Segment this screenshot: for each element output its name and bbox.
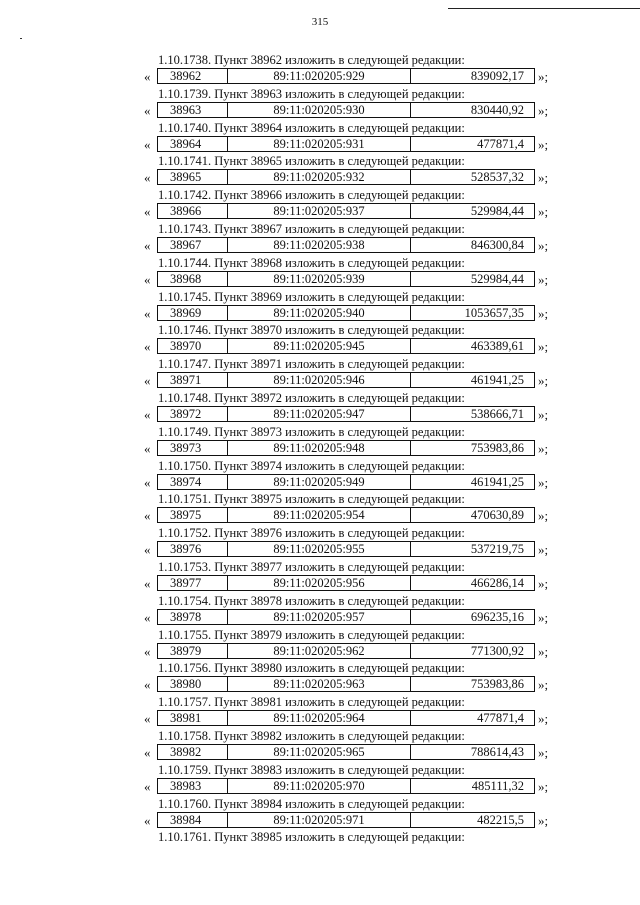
open-quote: « xyxy=(144,170,151,186)
instruction-line: 1.10.1739. Пункт 38963 изложить в следующей редакции: xyxy=(158,86,465,101)
table-cells xyxy=(157,744,535,760)
item-number-cell: 38978 xyxy=(158,610,228,624)
value-cell: 461941,25 xyxy=(470,373,524,388)
cadastral-number-cell: 89:11:020205:970 xyxy=(228,779,411,793)
cadastral-number-cell: 89:11:020205:932 xyxy=(228,170,411,184)
table-cells xyxy=(157,575,535,591)
instruction-line: 1.10.1745. Пункт 38969 изложить в следующей редакции: xyxy=(158,289,465,304)
item-number-cell: 38982 xyxy=(158,745,228,759)
item-number-cell: 38975 xyxy=(158,508,228,522)
item-number-cell: 38984 xyxy=(158,813,228,827)
open-quote: « xyxy=(144,677,151,693)
item-number-cell: 38963 xyxy=(158,103,228,117)
value-cell: 463389,61 xyxy=(470,339,524,354)
cadastral-number-cell: 89:11:020205:929 xyxy=(228,69,411,83)
instruction-line: 1.10.1755. Пункт 38979 изложить в следующей редакции: xyxy=(158,627,465,642)
instruction-line: 1.10.1757. Пункт 38981 изложить в следующей редакции: xyxy=(158,695,465,710)
open-quote: « xyxy=(144,812,151,828)
value-cell: 753983,86 xyxy=(470,677,524,692)
item-number-cell: 38970 xyxy=(158,339,228,353)
table-cells xyxy=(157,643,535,659)
instruction-line: 1.10.1742. Пункт 38966 изложить в следующей редакции: xyxy=(158,188,465,203)
item-number-cell: 38976 xyxy=(158,542,228,556)
close-quote: »; xyxy=(538,102,549,118)
value-cell: 538666,71 xyxy=(470,406,524,421)
table-cells xyxy=(157,406,535,422)
table-cells xyxy=(157,812,535,828)
cadastral-number-cell: 89:11:020205:955 xyxy=(228,542,411,556)
final-instruction: 1.10.1761. Пункт 38985 изложить в следующей редакции: xyxy=(158,830,465,845)
value-cell: 839092,17 xyxy=(470,69,524,83)
item-number-cell: 38983 xyxy=(158,779,228,793)
value-cell: 753983,86 xyxy=(470,440,524,455)
value-cell: 846300,84 xyxy=(470,237,524,252)
instruction-line: 1.10.1753. Пункт 38977 изложить в следующей редакции: xyxy=(158,559,465,574)
open-quote: « xyxy=(144,237,151,253)
table-cells xyxy=(157,541,535,557)
open-quote: « xyxy=(144,204,151,220)
cadastral-number-cell: 89:11:020205:931 xyxy=(228,137,411,151)
value-cell: 477871,4 xyxy=(477,136,524,151)
table-row xyxy=(0,440,640,458)
item-number-cell: 38968 xyxy=(158,272,228,286)
cadastral-number-cell: 89:11:020205:957 xyxy=(228,610,411,624)
value-cell: 696235,16 xyxy=(470,609,524,624)
item-number-cell: 38980 xyxy=(158,677,228,691)
open-quote: « xyxy=(144,305,151,321)
item-number-cell: 38973 xyxy=(158,441,228,455)
cadastral-number-cell: 89:11:020205:946 xyxy=(228,373,411,387)
table-row xyxy=(0,778,640,796)
value-cell: 537219,75 xyxy=(470,542,524,557)
close-quote: »; xyxy=(538,474,549,490)
instruction-line: 1.10.1738. Пункт 38962 изложить в следующей редакции: xyxy=(158,53,465,67)
close-quote: »; xyxy=(538,305,549,321)
open-quote: « xyxy=(144,744,151,760)
table-row xyxy=(0,812,640,830)
table-row xyxy=(0,541,640,559)
close-quote: »; xyxy=(538,339,549,355)
table-row xyxy=(0,203,640,221)
table-cells xyxy=(157,136,535,152)
table-cells xyxy=(157,609,535,625)
table-cells xyxy=(157,440,535,456)
value-cell: 830440,92 xyxy=(470,102,524,117)
table-row xyxy=(0,237,640,255)
instruction-line: 1.10.1759. Пункт 38983 изложить в следующей редакции: xyxy=(158,762,465,777)
value-cell: 477871,4 xyxy=(477,711,524,726)
table-row xyxy=(0,68,640,86)
table-row xyxy=(0,406,640,424)
open-quote: « xyxy=(144,643,151,659)
table-cells xyxy=(157,507,535,523)
close-quote: »; xyxy=(538,575,549,591)
cadastral-number-cell: 89:11:020205:963 xyxy=(228,677,411,691)
close-quote: »; xyxy=(538,204,549,220)
close-quote: »; xyxy=(538,812,549,828)
instruction-line: 1.10.1754. Пункт 38978 изложить в следующей редакции: xyxy=(158,593,465,608)
table-row xyxy=(0,169,640,187)
table-cells xyxy=(157,237,535,253)
table-row xyxy=(0,643,640,661)
close-quote: »; xyxy=(538,609,549,625)
item-number-cell: 38981 xyxy=(158,711,228,725)
table-cells xyxy=(157,474,535,490)
cadastral-number-cell: 89:11:020205:947 xyxy=(228,407,411,421)
item-number-cell: 38979 xyxy=(158,644,228,658)
instruction-line: 1.10.1741. Пункт 38965 изложить в следующей редакции: xyxy=(158,154,465,169)
table-row xyxy=(0,710,640,728)
close-quote: »; xyxy=(538,711,549,727)
table-row xyxy=(0,136,640,154)
open-quote: « xyxy=(144,69,151,84)
cadastral-number-cell: 89:11:020205:965 xyxy=(228,745,411,759)
table-cells xyxy=(157,372,535,388)
cadastral-number-cell: 89:11:020205:948 xyxy=(228,441,411,455)
cadastral-number-cell: 89:11:020205:937 xyxy=(228,204,411,218)
open-quote: « xyxy=(144,102,151,118)
value-cell: 485111,32 xyxy=(471,778,524,793)
item-number-cell: 38974 xyxy=(158,475,228,489)
close-quote: »; xyxy=(538,237,549,253)
table-row xyxy=(0,507,640,525)
close-quote: »; xyxy=(538,170,549,186)
instruction-line: 1.10.1740. Пункт 38964 изложить в следующей редакции: xyxy=(158,120,465,135)
cadastral-number-cell: 89:11:020205:930 xyxy=(228,103,411,117)
item-number-cell: 38971 xyxy=(158,373,228,387)
instruction-line: 1.10.1752. Пункт 38976 изложить в следующей редакции: xyxy=(158,526,465,541)
table-cells xyxy=(157,710,535,726)
close-quote: »; xyxy=(538,508,549,524)
table-cells xyxy=(157,778,535,794)
scan-speck xyxy=(20,38,22,39)
item-number-cell: 38964 xyxy=(158,137,228,151)
open-quote: « xyxy=(144,778,151,794)
item-number-cell: 38967 xyxy=(158,238,228,252)
close-quote: »; xyxy=(538,677,549,693)
close-quote: »; xyxy=(538,406,549,422)
table-cells xyxy=(157,68,535,84)
cadastral-number-cell: 89:11:020205:956 xyxy=(228,576,411,590)
table-row xyxy=(0,474,640,492)
value-cell: 482215,5 xyxy=(477,812,524,827)
item-number-cell: 38965 xyxy=(158,170,228,184)
value-cell: 1053657,35 xyxy=(464,305,524,320)
open-quote: « xyxy=(144,542,151,558)
table-row xyxy=(0,271,640,289)
cadastral-number-cell: 89:11:020205:949 xyxy=(228,475,411,489)
entries-list xyxy=(0,52,640,829)
table-row xyxy=(0,305,640,323)
instruction-line: 1.10.1743. Пункт 38967 изложить в следующей редакции: xyxy=(158,221,465,236)
instruction-line: 1.10.1746. Пункт 38970 изложить в следующей редакции: xyxy=(158,323,465,338)
instruction-line: 1.10.1749. Пункт 38973 изложить в следующей редакции: xyxy=(158,424,465,439)
open-quote: « xyxy=(144,575,151,591)
item-number-cell: 38972 xyxy=(158,407,228,421)
instruction-line: 1.10.1756. Пункт 38980 изложить в следующей редакции: xyxy=(158,661,465,676)
instruction-line: 1.10.1748. Пункт 38972 изложить в следующей редакции: xyxy=(158,390,465,405)
table-cells xyxy=(157,169,535,185)
item-number-cell: 38962 xyxy=(158,69,228,83)
top-rule xyxy=(448,8,640,9)
open-quote: « xyxy=(144,136,151,152)
close-quote: »; xyxy=(538,440,549,456)
open-quote: « xyxy=(144,339,151,355)
table-row xyxy=(0,372,640,390)
table-row xyxy=(0,744,640,762)
cadastral-number-cell: 89:11:020205:939 xyxy=(228,272,411,286)
open-quote: « xyxy=(144,406,151,422)
value-cell: 771300,92 xyxy=(470,643,524,658)
table-cells xyxy=(157,676,535,692)
table-row xyxy=(0,338,640,356)
instruction-line: 1.10.1747. Пункт 38971 изложить в следующей редакции: xyxy=(158,357,465,372)
close-quote: »; xyxy=(538,271,549,287)
item-number-cell: 38977 xyxy=(158,576,228,590)
close-quote: »; xyxy=(538,542,549,558)
instruction-line: 1.10.1760. Пункт 38984 изложить в следующей редакции: xyxy=(158,796,465,811)
page-number: 315 xyxy=(311,16,329,28)
table-row xyxy=(0,609,640,627)
instruction-line: 1.10.1751. Пункт 38975 изложить в следующей редакции: xyxy=(158,492,465,507)
value-cell: 528537,32 xyxy=(470,170,524,185)
cadastral-number-cell: 89:11:020205:954 xyxy=(228,508,411,522)
open-quote: « xyxy=(144,508,151,524)
table-cells xyxy=(157,102,535,118)
value-cell: 470630,89 xyxy=(470,508,524,523)
close-quote: »; xyxy=(538,643,549,659)
cadastral-number-cell: 89:11:020205:971 xyxy=(228,813,411,827)
cadastral-number-cell: 89:11:020205:945 xyxy=(228,339,411,353)
value-cell: 529984,44 xyxy=(470,204,524,219)
item-number-cell: 38966 xyxy=(158,204,228,218)
cadastral-number-cell: 89:11:020205:962 xyxy=(228,644,411,658)
item-number-cell: 38969 xyxy=(158,306,228,320)
value-cell: 461941,25 xyxy=(470,474,524,489)
open-quote: « xyxy=(144,609,151,625)
open-quote: « xyxy=(144,271,151,287)
open-quote: « xyxy=(144,474,151,490)
table-cells xyxy=(157,271,535,287)
cadastral-number-cell: 89:11:020205:938 xyxy=(228,238,411,252)
close-quote: »; xyxy=(538,744,549,760)
cadastral-number-cell: 89:11:020205:964 xyxy=(228,711,411,725)
open-quote: « xyxy=(144,711,151,727)
table-cells xyxy=(157,305,535,321)
value-cell: 529984,44 xyxy=(470,271,524,286)
table-row xyxy=(0,676,640,694)
instruction-line: 1.10.1750. Пункт 38974 изложить в следующей редакции: xyxy=(158,458,465,473)
table-row xyxy=(0,102,640,120)
instruction-line: 1.10.1758. Пункт 38982 изложить в следующей редакции: xyxy=(158,728,465,743)
close-quote: »; xyxy=(538,69,549,84)
open-quote: « xyxy=(144,440,151,456)
table-cells xyxy=(157,203,535,219)
table-cells xyxy=(157,338,535,354)
instruction-line: 1.10.1744. Пункт 38968 изложить в следующей редакции: xyxy=(158,255,465,270)
close-quote: »; xyxy=(538,778,549,794)
close-quote: »; xyxy=(538,136,549,152)
table-row xyxy=(0,575,640,593)
document-body xyxy=(0,52,640,845)
cadastral-number-cell: 89:11:020205:940 xyxy=(228,306,411,320)
close-quote: »; xyxy=(538,373,549,389)
open-quote: « xyxy=(144,373,151,389)
value-cell: 466286,14 xyxy=(470,575,524,590)
value-cell: 788614,43 xyxy=(470,744,524,759)
